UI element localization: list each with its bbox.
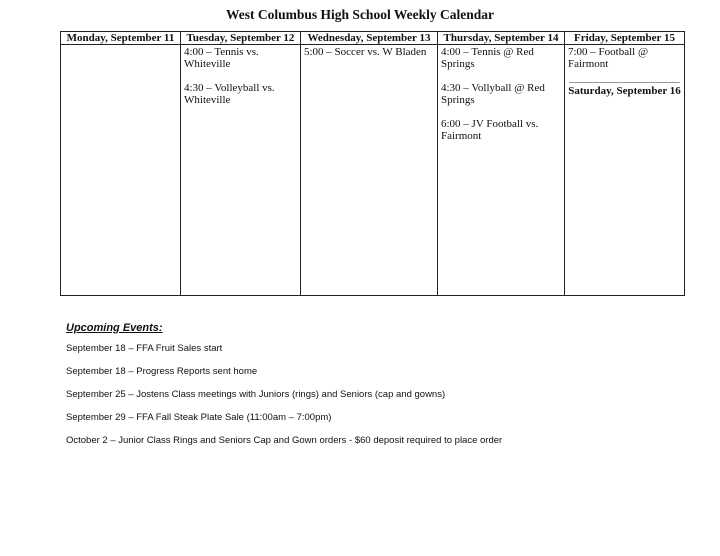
day-cell-tuesday [181, 45, 301, 296]
day-heading-tuesday: Tuesday, September 12 [181, 32, 301, 45]
upcoming-event-item: September 25 – Jostens Class meetings with Juniors (rings) and Seniors (cap and gowns) [66, 389, 446, 400]
upcoming-event-item: September 18 – FFA Fruit Sales start [66, 343, 223, 354]
event-item: 5:00 – Soccer vs. W Bladen [304, 46, 427, 58]
day-cell-friday [565, 45, 685, 296]
event-item: 4:30 – Vollyball @ Red Springs [441, 82, 545, 106]
upcoming-events-section [66, 322, 502, 458]
event-item: 6:00 – JV Football vs. Fairmont [441, 118, 539, 142]
day-cell-monday [61, 45, 181, 296]
day-heading-saturday: Saturday, September 16 [568, 85, 681, 97]
upcoming-events-heading: Upcoming Events: [66, 322, 163, 334]
event-item: 7:00 – Football @ Fairmont [568, 46, 649, 70]
calendar-header-row [61, 32, 685, 45]
upcoming-event-item: September 29 – FFA Fall Steak Plate Sale (11:00am – 7:00pm) [66, 412, 332, 423]
event-item: 4:00 – Tennis vs. Whiteville [184, 46, 259, 70]
day-cell-thursday [438, 45, 565, 296]
upcoming-events-list [66, 343, 502, 447]
upcoming-event-item: October 2 – Junior Class Rings and Seniors Cap and Gown orders - $60 deposit required to place order [66, 435, 503, 446]
day-heading-friday: Friday, September 15 [565, 32, 685, 45]
calendar-events-row [61, 45, 685, 296]
day-heading-thursday: Thursday, September 14 [438, 32, 565, 45]
document-title: West Columbus High School Weekly Calendar [226, 7, 494, 22]
event-item: 4:30 – Volleyball vs. Whiteville [184, 82, 275, 106]
day-cell-wednesday [301, 45, 438, 296]
weekly-calendar-table [60, 31, 685, 296]
upcoming-event-item: September 18 – Progress Reports sent home [66, 366, 258, 377]
day-heading-monday: Monday, September 11 [61, 32, 181, 45]
day-heading-wednesday: Wednesday, September 13 [301, 32, 438, 45]
event-item: 4:00 – Tennis @ Red Springs [441, 46, 534, 70]
saturday-divider [569, 82, 680, 83]
